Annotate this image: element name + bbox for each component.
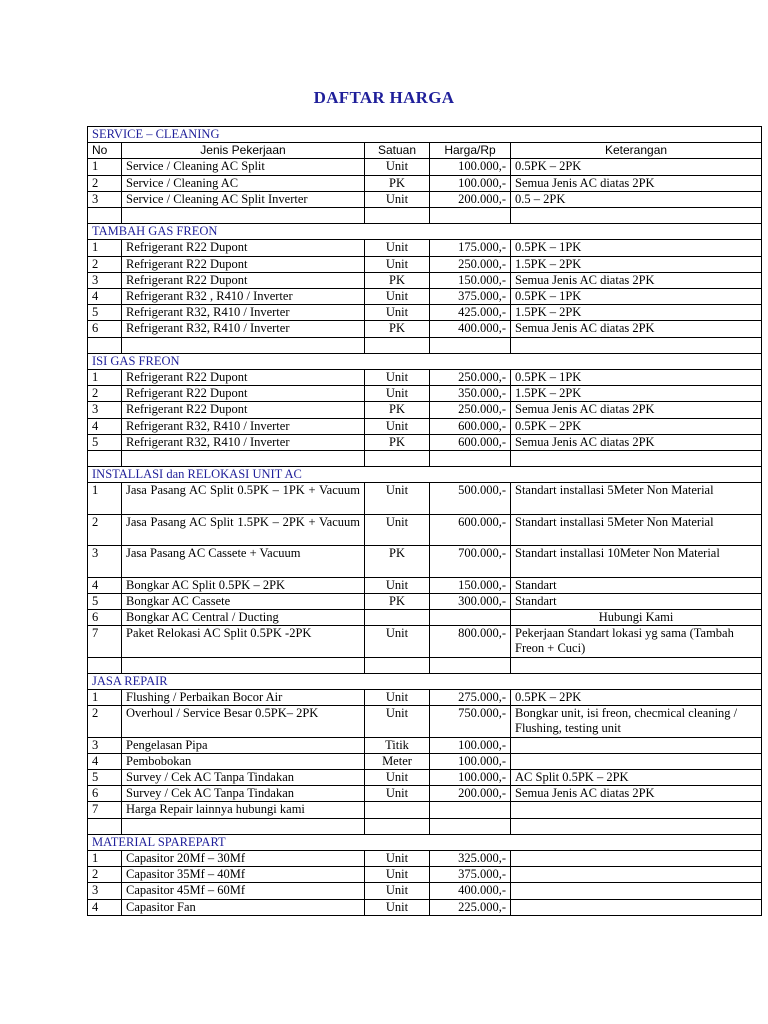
price-cell: 100.000,- [430, 175, 511, 191]
note-cell [511, 867, 762, 883]
job-name-cell: Jasa Pasang AC Cassete + Vacuum [122, 546, 365, 577]
section-title: SERVICE – CLEANING [88, 127, 762, 143]
note-cell: 1.5PK – 2PK [511, 305, 762, 321]
note-cell: AC Split 0.5PK – 2PK [511, 770, 762, 786]
price-cell: 275.000,- [430, 690, 511, 706]
price-cell: 600.000,- [430, 434, 511, 450]
price-cell: 800.000,- [430, 626, 511, 657]
note-cell: 0.5PK – 1PK [511, 240, 762, 256]
unit-cell: PK [365, 593, 430, 609]
unit-cell: Unit [365, 690, 430, 706]
job-name-cell: Survey / Cek AC Tanpa Tindakan [122, 786, 365, 802]
table-row [88, 289, 762, 305]
unit-cell [365, 337, 430, 353]
job-name-cell [122, 514, 365, 545]
job-name-cell: Capasitor 35Mf – 40Mf [122, 867, 365, 883]
note-cell: Semua Jenis AC diatas 2PK [511, 175, 762, 191]
job-name-cell: Refrigerant R32 , R410 / Inverter [122, 289, 365, 305]
job-name-cell [122, 337, 365, 353]
note-cell: Standart [511, 577, 762, 593]
price-cell: 600.000,- [430, 418, 511, 434]
row-number: 7 [88, 626, 122, 657]
table-row [88, 577, 762, 593]
unit-cell: Unit [365, 883, 430, 899]
job-name-cell: Refrigerant R22 Dupont [122, 272, 365, 288]
price-cell: 225.000,- [430, 899, 511, 915]
note-cell: 0.5PK – 2PK [511, 690, 762, 706]
price-cell: 425.000,- [430, 305, 511, 321]
unit-cell: Unit [365, 240, 430, 256]
job-name-cell: Bongkar AC Central / Ducting [122, 610, 365, 626]
row-number: 7 [88, 802, 122, 818]
unit-cell: Unit [365, 305, 430, 321]
unit-cell [365, 610, 430, 626]
row-number: 4 [88, 418, 122, 434]
unit-cell: Unit [365, 483, 430, 514]
job-name-cell [122, 208, 365, 224]
price-cell: 375.000,- [430, 867, 511, 883]
job-name-cell: Capasitor 20Mf – 30Mf [122, 851, 365, 867]
blank-row [88, 451, 762, 467]
price-cell: 400.000,- [430, 321, 511, 337]
job-name-cell: Service / Cleaning AC Split Inverter [122, 191, 365, 207]
unit-cell: Unit [365, 626, 430, 657]
note-cell [511, 737, 762, 753]
column-header-ket: Keterangan [511, 143, 762, 159]
job-name-cell [122, 483, 365, 514]
price-cell [430, 337, 511, 353]
table-row [88, 256, 762, 272]
unit-cell: Unit [365, 191, 430, 207]
row-number: 3 [88, 883, 122, 899]
note-cell [511, 818, 762, 834]
job-name-cell [122, 451, 365, 467]
note-cell: Hubungi Kami [511, 610, 762, 626]
row-number: 3 [88, 402, 122, 418]
note-cell [511, 802, 762, 818]
blank-row [88, 818, 762, 834]
row-number: 1 [88, 370, 122, 386]
price-cell: 200.000,- [430, 786, 511, 802]
section-header-row [88, 353, 762, 369]
table-row [88, 402, 762, 418]
job-name-cell: Refrigerant R22 Dupont [122, 256, 365, 272]
table-row [88, 191, 762, 207]
note-cell: Semua Jenis AC diatas 2PK [511, 321, 762, 337]
unit-cell [365, 657, 430, 673]
row-number: 4 [88, 899, 122, 915]
price-cell [430, 451, 511, 467]
price-cell: 175.000,- [430, 240, 511, 256]
section-header-row [88, 127, 762, 143]
unit-cell [365, 208, 430, 224]
row-number: 1 [88, 240, 122, 256]
price-cell: 100.000,- [430, 753, 511, 769]
table-row [88, 899, 762, 915]
price-cell: 500.000,- [430, 483, 511, 514]
job-name-cell: Refrigerant R22 Dupont [122, 402, 365, 418]
price-cell: 700.000,- [430, 546, 511, 577]
job-name-cell: Bongkar AC Cassete [122, 593, 365, 609]
unit-cell: Unit [365, 770, 430, 786]
unit-cell: Unit [365, 899, 430, 915]
job-name-cell: Overhoul / Service Besar 0.5PK– 2PK [122, 706, 365, 737]
price-cell: 150.000,- [430, 577, 511, 593]
job-name-cell: Refrigerant R22 Dupont [122, 386, 365, 402]
unit-cell: Unit [365, 370, 430, 386]
note-cell [511, 337, 762, 353]
price-cell [430, 208, 511, 224]
unit-cell: Titik [365, 737, 430, 753]
job-name-cell: Refrigerant R22 Dupont [122, 370, 365, 386]
job-name-cell: Flushing / Perbaikan Bocor Air [122, 690, 365, 706]
unit-cell [365, 802, 430, 818]
unit-cell: PK [365, 272, 430, 288]
note-cell [511, 851, 762, 867]
table-row [88, 483, 762, 514]
price-cell: 100.000,- [430, 159, 511, 175]
table-row [88, 434, 762, 450]
unit-cell: Unit [365, 159, 430, 175]
unit-cell: Unit [365, 577, 430, 593]
row-number: 5 [88, 770, 122, 786]
table-row [88, 626, 762, 657]
job-name-cell: Service / Cleaning AC Split [122, 159, 365, 175]
note-cell: Semua Jenis AC diatas 2PK [511, 434, 762, 450]
table-row [88, 867, 762, 883]
price-cell [430, 657, 511, 673]
note-cell: 0.5PK – 2PK [511, 159, 762, 175]
row-number: 5 [88, 593, 122, 609]
row-number: 2 [88, 256, 122, 272]
row-number [88, 818, 122, 834]
price-cell [430, 802, 511, 818]
unit-cell: PK [365, 434, 430, 450]
row-number: 2 [88, 175, 122, 191]
table-row [88, 321, 762, 337]
price-cell: 375.000,- [430, 289, 511, 305]
table-row [88, 883, 762, 899]
note-cell: Standart installasi 10Meter Non Material [511, 546, 762, 577]
row-number: 1 [88, 690, 122, 706]
column-header-row [88, 143, 762, 159]
note-cell [511, 883, 762, 899]
table-row [88, 272, 762, 288]
section-header-row [88, 467, 762, 483]
unit-cell: PK [365, 321, 430, 337]
table-row [88, 851, 762, 867]
job-name-cell: Service / Cleaning AC [122, 175, 365, 191]
note-cell: Semua Jenis AC diatas 2PK [511, 272, 762, 288]
table-row [88, 159, 762, 175]
price-cell: 300.000,- [430, 593, 511, 609]
section-header-row [88, 224, 762, 240]
row-number [88, 208, 122, 224]
price-cell: 250.000,- [430, 256, 511, 272]
job-name-cell: Survey / Cek AC Tanpa Tindakan [122, 770, 365, 786]
column-header-no: No [88, 143, 122, 159]
note-cell: 1.5PK – 2PK [511, 256, 762, 272]
unit-cell: PK [365, 402, 430, 418]
job-name-cell: Refrigerant R22 Dupont [122, 240, 365, 256]
note-cell: Standart installasi 5Meter Non Material [511, 483, 762, 514]
table-row [88, 706, 762, 737]
row-number: 6 [88, 786, 122, 802]
price-cell: 400.000,- [430, 883, 511, 899]
table-row [88, 786, 762, 802]
price-cell: 100.000,- [430, 737, 511, 753]
price-cell: 200.000,- [430, 191, 511, 207]
table-row [88, 593, 762, 609]
job-name-cell: Paket Relokasi AC Split 0.5PK -2PK [122, 626, 365, 657]
blank-row [88, 657, 762, 673]
price-cell [430, 610, 511, 626]
unit-cell: Unit [365, 418, 430, 434]
price-cell: 150.000,- [430, 272, 511, 288]
section-title: JASA REPAIR [88, 673, 762, 689]
price-cell: 750.000,- [430, 706, 511, 737]
unit-cell: Unit [365, 289, 430, 305]
row-number: 3 [88, 737, 122, 753]
note-cell [511, 899, 762, 915]
unit-cell [365, 451, 430, 467]
section-title: TAMBAH GAS FREON [88, 224, 762, 240]
unit-cell: Unit [365, 256, 430, 272]
section-title: MATERIAL SPAREPART [88, 834, 762, 850]
row-number: 2 [88, 867, 122, 883]
table-row [88, 514, 762, 545]
table-row [88, 370, 762, 386]
price-cell: 600.000,- [430, 514, 511, 545]
job-name-cell: Capasitor 45Mf – 60Mf [122, 883, 365, 899]
note-cell: 0.5PK – 2PK [511, 418, 762, 434]
row-number: 2 [88, 706, 122, 737]
row-number: 3 [88, 191, 122, 207]
job-name-cell: Refrigerant R32, R410 / Inverter [122, 305, 365, 321]
row-number: 1 [88, 159, 122, 175]
note-cell [511, 208, 762, 224]
section-header-row [88, 834, 762, 850]
note-cell: 0.5PK – 1PK [511, 289, 762, 305]
row-number: 5 [88, 305, 122, 321]
table-row [88, 770, 762, 786]
row-number: 2 [88, 514, 122, 545]
row-number: 6 [88, 610, 122, 626]
row-number: 6 [88, 321, 122, 337]
row-number: 1 [88, 851, 122, 867]
job-name-cell: Harga Repair lainnya hubungi kami [122, 802, 365, 818]
table-row [88, 610, 762, 626]
row-number: 3 [88, 272, 122, 288]
blank-row [88, 337, 762, 353]
row-number: 4 [88, 577, 122, 593]
row-number: 4 [88, 289, 122, 305]
section-header-row [88, 673, 762, 689]
row-number [88, 337, 122, 353]
row-number: 3 [88, 546, 122, 577]
job-name-text: Jasa Pasang AC Split 0.5PK – 1PK + Vacuum [126, 483, 360, 498]
row-number: 5 [88, 434, 122, 450]
table-row [88, 753, 762, 769]
note-cell: Standart [511, 593, 762, 609]
section-title: INSTALLASI dan RELOKASI UNIT AC [88, 467, 762, 483]
column-header-jenis: Jenis Pekerjaan [122, 143, 365, 159]
job-name-cell: Pengelasan Pipa [122, 737, 365, 753]
note-cell [511, 451, 762, 467]
section-title: ISI GAS FREON [88, 353, 762, 369]
price-cell [430, 818, 511, 834]
column-header-satuan: Satuan [365, 143, 430, 159]
note-cell: Standart installasi 5Meter Non Material [511, 514, 762, 545]
row-number: 1 [88, 483, 122, 514]
job-name-cell: Refrigerant R32, R410 / Inverter [122, 321, 365, 337]
table-row [88, 802, 762, 818]
price-cell: 350.000,- [430, 386, 511, 402]
job-name-cell [122, 818, 365, 834]
row-number [88, 657, 122, 673]
job-name-cell: Pembobokan [122, 753, 365, 769]
price-cell: 325.000,- [430, 851, 511, 867]
page-title: DAFTAR HARGA [313, 88, 455, 107]
column-header-harga: Harga/Rp [430, 143, 511, 159]
table-row [88, 418, 762, 434]
unit-cell: PK [365, 546, 430, 577]
price-cell: 100.000,- [430, 770, 511, 786]
table-row [88, 386, 762, 402]
price-cell: 250.000,- [430, 402, 511, 418]
price-cell: 250.000,- [430, 370, 511, 386]
note-cell: 0.5PK – 1PK [511, 370, 762, 386]
job-name-cell [122, 657, 365, 673]
unit-cell: Unit [365, 514, 430, 545]
row-number: 2 [88, 386, 122, 402]
table-row [88, 305, 762, 321]
unit-cell: Unit [365, 786, 430, 802]
note-cell: 0.5 – 2PK [511, 191, 762, 207]
job-name-cell: Capasitor Fan [122, 899, 365, 915]
note-cell: Semua Jenis AC diatas 2PK [511, 402, 762, 418]
price-table [87, 126, 762, 916]
table-row [88, 690, 762, 706]
note-cell [511, 657, 762, 673]
blank-row [88, 208, 762, 224]
unit-cell: Unit [365, 386, 430, 402]
table-row [88, 737, 762, 753]
unit-cell: Meter [365, 753, 430, 769]
note-cell [511, 753, 762, 769]
unit-cell [365, 818, 430, 834]
table-row [88, 175, 762, 191]
job-name-text: Jasa Pasang AC Split 1.5PK – 2PK + Vacuum [126, 514, 360, 529]
job-name-cell: Refrigerant R32, R410 / Inverter [122, 434, 365, 450]
job-name-cell: Bongkar AC Split 0.5PK – 2PK [122, 577, 365, 593]
note-cell: Pekerjaan Standart lokasi yg sama (Tambah Freon + Cuci) [511, 626, 762, 657]
row-number: 4 [88, 753, 122, 769]
unit-cell: PK [365, 175, 430, 191]
note-cell: Semua Jenis AC diatas 2PK [511, 786, 762, 802]
price-table-body [88, 127, 762, 916]
row-number [88, 451, 122, 467]
note-cell: 1.5PK – 2PK [511, 386, 762, 402]
unit-cell: Unit [365, 851, 430, 867]
unit-cell: Unit [365, 867, 430, 883]
job-name-cell: Refrigerant R32, R410 / Inverter [122, 418, 365, 434]
table-row [88, 546, 762, 577]
note-cell: Bongkar unit, isi freon, checmical cleaning / Flushing, testing unit [511, 706, 762, 737]
unit-cell: Unit [365, 706, 430, 737]
table-row [88, 240, 762, 256]
